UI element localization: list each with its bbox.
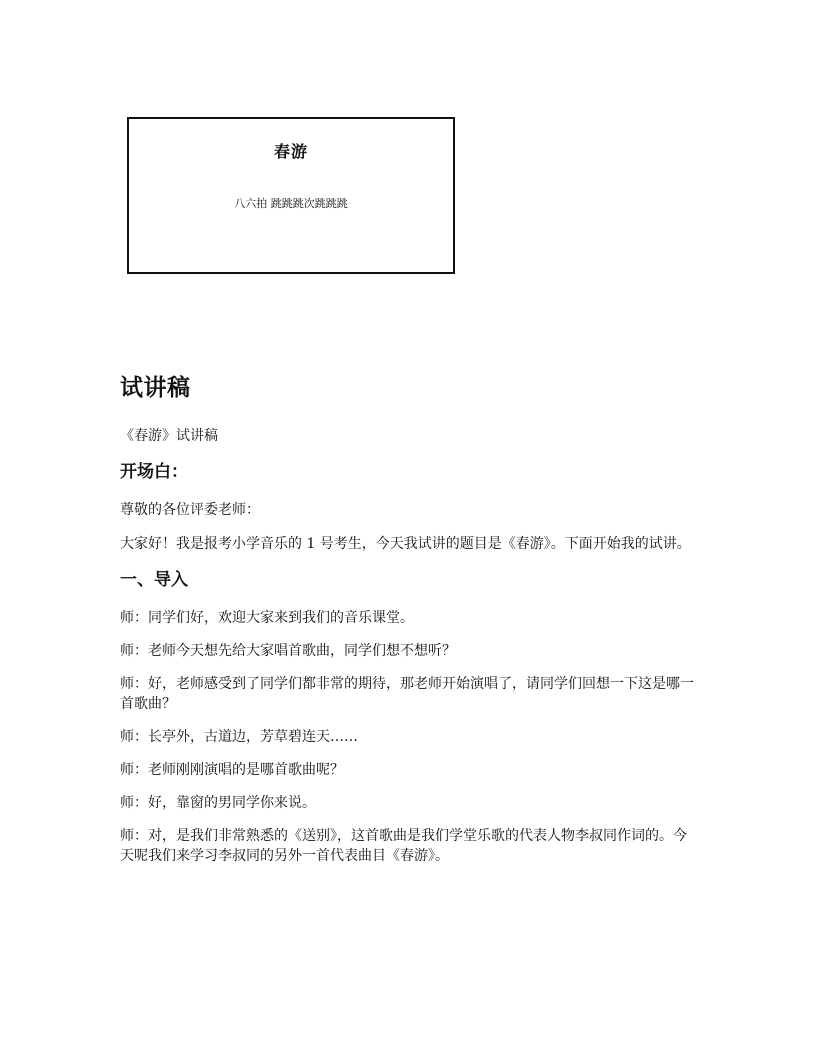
intro-line: 师：同学们好，欢迎大家来到我们的音乐课堂。 [120,610,414,626]
section-heading-opening: 开场白： [120,462,188,482]
intro-line: 师：对，是我们非常熟悉的《送别》，这首歌曲是我们学堂乐歌的代表人物李叔同作词的。今天呢我们来学习李叔同的另外一首代表曲目《春游》。 [120,828,687,864]
score-title: 春游 [273,142,308,161]
intro-line: 师：老师今天想先给大家唱首歌曲，同学们想不想听？ [120,643,456,659]
intro-line: 师：老师刚刚演唱的是哪首歌曲呢？ [120,762,344,778]
score-meta-line: 八六拍 跳跳跳次跳跳跳 [234,197,348,210]
intro-line: 师：长亭外，古道边，芳草碧连天…… [120,729,358,745]
intro-line: 师：好，老师感受到了同学们都非常的期待，那老师开始演唱了，请同学们回想一下这是哪一首歌曲？ [120,676,694,712]
document-title: 试讲稿 [120,375,191,401]
opening-line: 大家好！我是报考小学音乐的 1 号考生，今天我试讲的题目是《春游》。下面开始我的试讲。 [120,536,691,552]
section-heading-intro: 一、导入 [120,570,188,590]
intro-line: 师：好，靠窗的男同学你来说。 [120,795,316,811]
score-frame [127,117,455,274]
document-body [120,372,700,879]
document-subtitle: 《春游》试讲稿 [120,428,218,444]
opening-line: 尊敬的各位评委老师： [120,502,260,518]
